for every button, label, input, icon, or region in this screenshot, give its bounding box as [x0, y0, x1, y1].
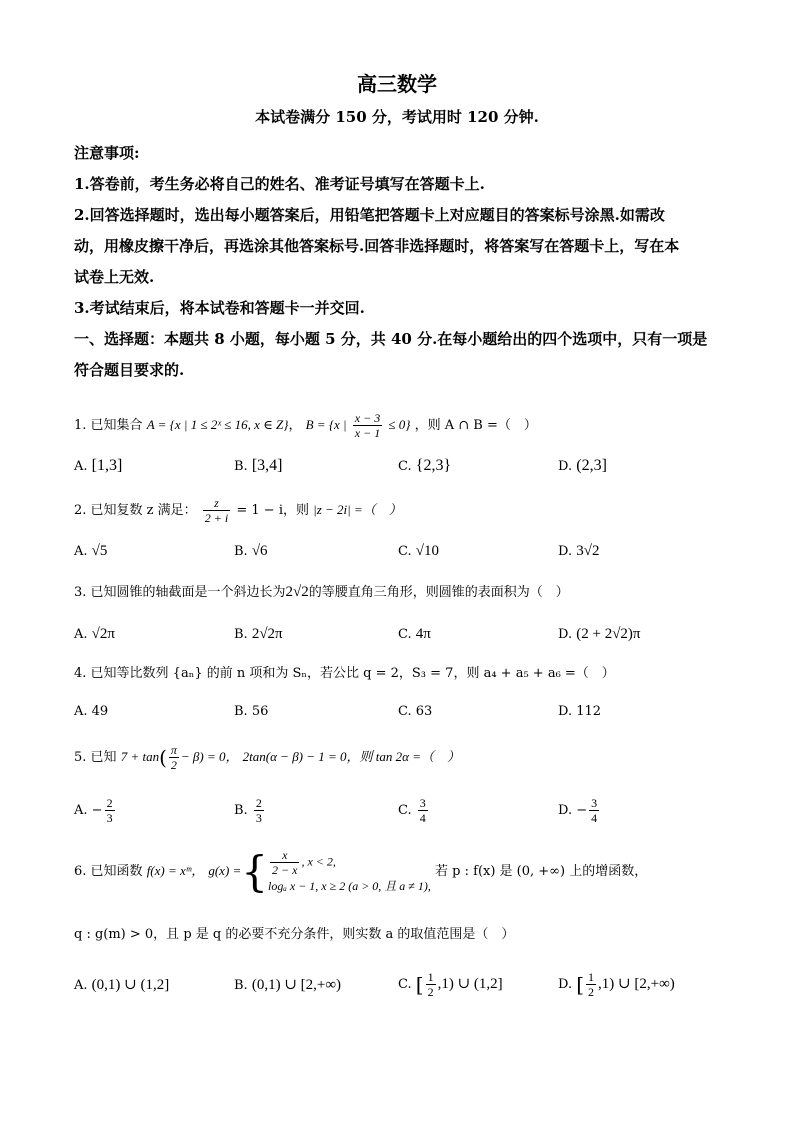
option-letter: A.	[74, 544, 88, 559]
option-fraction	[105, 796, 115, 825]
option-fraction	[589, 796, 599, 825]
option-value: √10	[415, 543, 439, 559]
option-num: 3	[591, 796, 598, 810]
option-den: 3	[255, 811, 262, 825]
option-value: [3,4]	[251, 457, 283, 474]
option-den: 3	[106, 811, 113, 825]
option-fraction	[418, 796, 428, 825]
option-letter: A.	[74, 459, 88, 474]
option-value: 2√2π	[251, 626, 283, 642]
option-value: [1,3]	[91, 457, 123, 474]
option-letter: D.	[558, 544, 573, 559]
option-letter: D.	[558, 627, 573, 642]
option-letter: D.	[558, 977, 573, 992]
option-letter: C.	[398, 544, 412, 559]
q5-prefix: 5. 已知	[74, 750, 117, 765]
option-letter: C.	[398, 977, 412, 992]
notes-heading: 注意事项:	[74, 144, 140, 162]
q3-suffix: 的等腰直角三角形，则圆锥的表面积为（ ）	[308, 585, 569, 600]
q6-f-def: f(x) = xᵐ，	[146, 863, 205, 878]
q6-case-1-den: 2 − x	[272, 863, 298, 877]
q5-expr1-den: 2	[170, 758, 177, 772]
option-den: 2	[588, 985, 595, 999]
q1-option-a[interactable]	[74, 456, 122, 477]
q5-option-d[interactable]	[558, 796, 601, 825]
option-value: (2,3]	[576, 457, 607, 474]
q6-case-1-num: x	[270, 848, 299, 863]
q2-prefix: 2. 已知复数 z 满足：	[74, 503, 197, 518]
q1-set-b-right: ≤ 0}	[388, 417, 411, 432]
option-value: 4π	[415, 626, 431, 642]
question-1: 1. 已知集合 A = {x | 1 ≤ 2ˣ ≤ 16, x ∈ Z}， B = {x | $\frac{x - 3}{x - 1}$ ≤ 0} ，则 A ∩ B =（ ）	[74, 411, 537, 440]
option-num: 3	[419, 796, 426, 810]
option-letter: B.	[234, 627, 248, 642]
q3-value: 2√2	[285, 584, 309, 600]
q5-open-paren: (	[159, 745, 167, 770]
q6-option-b[interactable]	[234, 975, 341, 996]
option-letter: A.	[74, 978, 88, 993]
q1-set-b-den: x − 1	[354, 426, 381, 440]
q2-expr: |z − 2i| =（ ）	[313, 502, 402, 517]
option-num: 2	[106, 796, 113, 810]
option-value: ,1) ∪ (1,2]	[437, 976, 503, 992]
q2-num: z	[203, 496, 230, 511]
option-letter: B.	[234, 803, 248, 818]
page-title: 高三数学	[357, 72, 437, 96]
q2-mid: = 1 − i，则	[236, 503, 309, 518]
note-1: 1.答卷前，考生务必将自己的姓名、准考证号填写在答题卡上.	[74, 175, 485, 193]
q6-line-2: q : g(m) > 0，且 p 是 q 的必要不充分条件，则实数 a 的取值范围是（ ）	[74, 927, 515, 942]
question-3	[74, 582, 569, 603]
q1-option-c[interactable]	[398, 456, 451, 477]
q5-option-c[interactable]	[398, 796, 430, 825]
q5-expr1-left: 7 + tan	[120, 749, 160, 764]
note-2-line-2: 动，用橡皮擦干净后，再选涂其他答案标号.回答非选择题时，将答案写在答题卡上，写在本	[74, 237, 680, 255]
option-sign: −	[91, 803, 103, 818]
option-num: 2	[255, 796, 262, 810]
option-bracket: [	[576, 972, 585, 997]
option-value: (0,1) ∪ [2,+∞)	[251, 977, 342, 993]
option-value: √2π	[91, 626, 115, 642]
option-letter: C.	[398, 459, 412, 474]
q1-suffix: ，则 A ∩ B =（ ）	[414, 418, 537, 433]
q2-fraction	[203, 496, 230, 525]
q3-prefix: 3. 已知圆锥的轴截面是一个斜边长为	[74, 585, 286, 600]
q6-case-1-fraction	[270, 848, 299, 877]
option-value: (2 + 2√2)π	[576, 626, 641, 642]
q5-expr2: 2tan(α − β) − 1 = 0，则 tan 2α =（ ）	[242, 749, 461, 764]
q3-option-a[interactable]	[74, 624, 115, 645]
q2-option-d[interactable]	[558, 541, 599, 562]
option-letter: B.	[234, 544, 248, 559]
q6-option-a[interactable]	[74, 975, 169, 996]
q6-option-d[interactable]	[558, 970, 675, 999]
question-2	[74, 496, 402, 525]
q5-option-a[interactable]	[74, 796, 117, 825]
question-5	[74, 743, 460, 772]
q6-cases	[268, 848, 431, 895]
option-letter: D.	[558, 459, 573, 474]
q3-option-c[interactable]	[398, 624, 431, 645]
option-den: 2	[427, 985, 434, 999]
option-value: 3√2	[576, 543, 600, 559]
q5-option-b[interactable]	[234, 796, 266, 825]
q4-option-b[interactable]: B. 56	[234, 704, 269, 719]
option-letter: A.	[74, 803, 88, 818]
q6-brace: {	[241, 846, 269, 896]
option-letter: B.	[234, 978, 248, 993]
question-6	[74, 848, 647, 895]
q6-prefix: 6. 已知函数	[74, 864, 143, 879]
option-fraction	[426, 970, 436, 999]
q1-set-b-num: x − 3	[354, 411, 381, 425]
q5-expr1-fraction	[169, 743, 179, 772]
option-den: 4	[591, 811, 598, 825]
option-bracket: [	[415, 972, 424, 997]
option-letter: B.	[234, 459, 248, 474]
q4-option-a[interactable]: A. 49	[74, 704, 109, 719]
option-value: {2,3}	[415, 457, 452, 474]
q2-option-a[interactable]	[74, 541, 107, 562]
q6-suffix: 若 p : f(x) 是 (0, +∞) 上的增函数，	[435, 864, 648, 879]
q1-set-a: A = {x | 1 ≤ 2ˣ ≤ 16, x ∈ Z}	[146, 417, 289, 432]
option-letter: A.	[74, 627, 88, 642]
option-value: √5	[91, 543, 108, 559]
q2-option-b[interactable]	[234, 541, 268, 562]
section-heading-line-1: 一、选择题：本题共 8 小题，每小题 5 分，共 40 分.在每小题给出的四个选项中，只有一项是	[74, 330, 708, 348]
q1-option-d[interactable]	[558, 456, 607, 477]
q6-g-left: g(x) =	[208, 863, 242, 878]
option-fraction	[586, 970, 596, 999]
q5-expr1-num: π	[170, 743, 177, 757]
option-num: 1	[427, 970, 434, 984]
q2-option-c[interactable]	[398, 541, 439, 562]
q1-set-b-fraction	[353, 411, 382, 440]
note-2-line-1: 2.回答选择题时，选出每小题答案后，用铅笔把答题卡上对应题目的答案标号涂黑.如需改	[74, 206, 665, 224]
q1-prefix: 1. 已知集合	[74, 418, 143, 433]
q3-option-b[interactable]	[234, 624, 283, 645]
q6-option-c[interactable]	[398, 970, 503, 999]
q2-den: 2 + i	[204, 511, 229, 525]
exam-subtitle: 本试卷满分 150 分，考试用时 120 分钟.	[255, 108, 539, 126]
q6-case-2: logₐ x − 1, x ≥ 2 (a > 0, 且 a ≠ 1),	[268, 879, 431, 893]
option-sign: −	[576, 803, 588, 818]
option-letter: C.	[398, 803, 412, 818]
q4-option-c[interactable]: C. 63	[398, 704, 433, 719]
option-value: ,1) ∪ [2,+∞)	[598, 976, 675, 992]
q6-case-1-cond: , x < 2,	[301, 854, 336, 869]
option-letter: C.	[398, 627, 412, 642]
q1-option-b[interactable]	[234, 456, 282, 477]
option-value: √6	[251, 543, 268, 559]
question-4: 4. 已知等比数列 {aₙ} 的前 n 项和为 Sₙ，若公比 q = 2，S₃ = 7，则 a₄ + a₅ + a₆ =（ ）	[74, 666, 615, 681]
option-value: (0,1) ∪ (1,2]	[91, 977, 170, 993]
section-heading-line-2: 符合题目要求的.	[74, 361, 185, 379]
note-3: 3.考试结束后，将本试卷和答题卡一并交回.	[74, 299, 365, 317]
note-2-line-3: 试卷上无效.	[74, 268, 155, 286]
q3-option-d[interactable]	[558, 624, 641, 645]
option-letter: D.	[558, 803, 573, 818]
q4-option-d[interactable]: D. 112	[558, 704, 602, 719]
option-fraction	[254, 796, 264, 825]
q5-expr1-right: − β) = 0，	[180, 749, 239, 764]
q1-set-b-left: B = {x |	[305, 417, 347, 432]
option-den: 4	[419, 811, 426, 825]
option-num: 1	[588, 970, 595, 984]
q6-case-1	[268, 848, 431, 877]
